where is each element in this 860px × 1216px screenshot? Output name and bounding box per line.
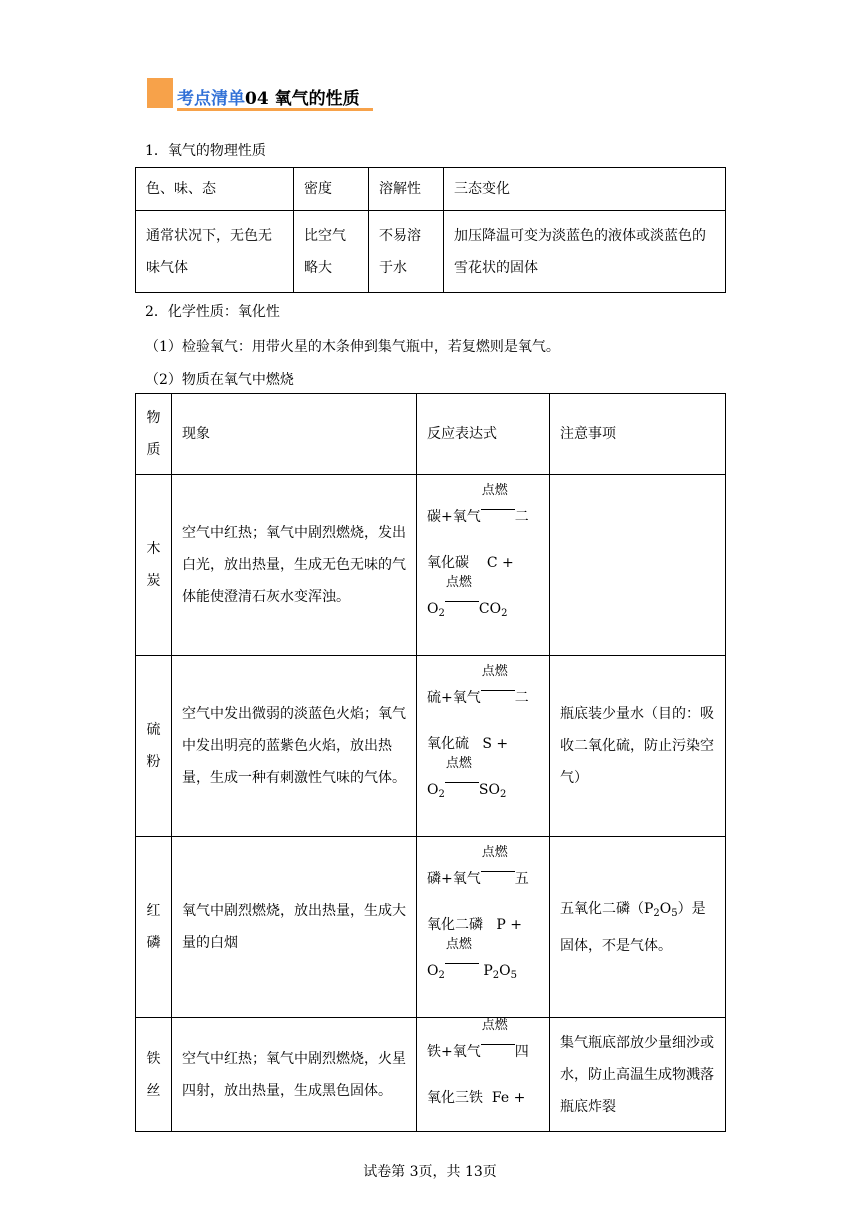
col-header-substance: 物质	[136, 394, 172, 475]
col-header-appearance: 色、味、态	[136, 168, 294, 211]
col-header-state-change: 三态变化	[444, 168, 726, 211]
phenomenon-charcoal: 空气中红热；氧气中剧烈燃烧，发出白光，放出热量，生成无色无味的气体能使澄清石灰水变浑浊。	[172, 475, 417, 656]
table-row	[136, 837, 726, 1018]
header-accent-block	[147, 78, 173, 108]
combustion-heading: （2）物质在氧气中燃烧	[145, 372, 294, 388]
condition-arrow: 点燃	[481, 1036, 515, 1056]
note-sulfur: 瓶底装少量水（目的：吸收二氧化硫，防止污染空气）	[550, 656, 726, 837]
section-header	[145, 78, 545, 116]
table-header-row	[136, 168, 726, 211]
phenomenon-iron: 空气中红热；氧气中剧烈燃烧，火星四射，放出热量，生成黑色固体。	[172, 1018, 417, 1132]
cell-appearance: 通常状况下，无色无味气体	[136, 211, 294, 293]
condition-arrow: 点燃	[481, 863, 515, 883]
oxygen-test-text: （1）检验氧气：用带火星的木条伸到集气瓶中，若复燃则是氧气。	[145, 339, 560, 355]
equation-phosphorus: 磷+氧气 点燃 五 氧化二磷 P + $O_2$ 点燃 $P_2O_5$	[417, 837, 550, 1018]
header-title-text: 04 氧气的性质	[245, 89, 360, 109]
condition-arrow: 点燃	[445, 774, 479, 794]
substance-phosphorus: 红磷	[136, 837, 172, 1018]
substance-iron: 铁丝	[136, 1018, 172, 1132]
combustion-table	[135, 393, 726, 1132]
table-row	[136, 656, 726, 837]
substance-sulfur: 硫粉	[136, 656, 172, 837]
condition-arrow: 点燃	[445, 955, 479, 975]
equation-charcoal: 碳+氧气 点燃 二 氧化碳 C + $O_2$ 点燃 $CO_2$	[417, 475, 550, 656]
cell-solubility: 不易溶于水	[369, 211, 444, 293]
condition-arrow: 点燃	[481, 501, 515, 521]
note-charcoal	[550, 475, 726, 656]
section2-heading: 2．化学性质：氧化性	[145, 304, 280, 320]
substance-charcoal: 木炭	[136, 475, 172, 656]
equation-iron: 铁+氧气 点燃 四 氧化三铁 Fe +	[417, 1018, 550, 1132]
page-footer: 试卷第 3页，共 13页	[363, 1164, 497, 1180]
note-phosphorus: 五氧化二磷$(P_2O_5)$是固体，不是气体。	[550, 837, 726, 1018]
col-header-notes: 注意事项	[550, 394, 726, 475]
col-header-equation: 反应表达式	[417, 394, 550, 475]
equation-sulfur: 硫+氧气 点燃 二 氧化硫 S + $O_2$ 点燃 $SO_2$	[417, 656, 550, 837]
col-header-solubility: 溶解性	[369, 168, 444, 211]
cell-state-change: 加压降温可变为淡蓝色的液体或淡蓝色的雪花状的固体	[444, 211, 726, 293]
col-header-density: 密度	[294, 168, 369, 211]
phenomenon-phosphorus: 氧气中剧烈燃烧，放出热量，生成大量的白烟	[172, 837, 417, 1018]
cell-density: 比空气略大	[294, 211, 369, 293]
col-header-phenomenon: 现象	[172, 394, 417, 475]
header-tag: 考点清单	[177, 89, 245, 109]
section1-heading: 1．氧气的物理性质	[145, 143, 266, 159]
table-row	[136, 475, 726, 656]
phenomenon-sulfur: 空气中发出微弱的淡蓝色火焰；氧气中发出明亮的蓝紫色火焰，放出热量，生成一种有刺激性气味的气体。	[172, 656, 417, 837]
table-row	[136, 1018, 726, 1132]
physical-properties-table	[135, 167, 726, 293]
table-header-row	[136, 394, 726, 475]
table-row	[136, 211, 726, 293]
note-iron: 集气瓶底部放少量细沙或水，防止高温生成物溅落瓶底炸裂	[550, 1018, 726, 1132]
condition-arrow: 点燃	[481, 682, 515, 702]
condition-arrow: 点燃	[445, 593, 479, 613]
header-title	[177, 84, 360, 109]
